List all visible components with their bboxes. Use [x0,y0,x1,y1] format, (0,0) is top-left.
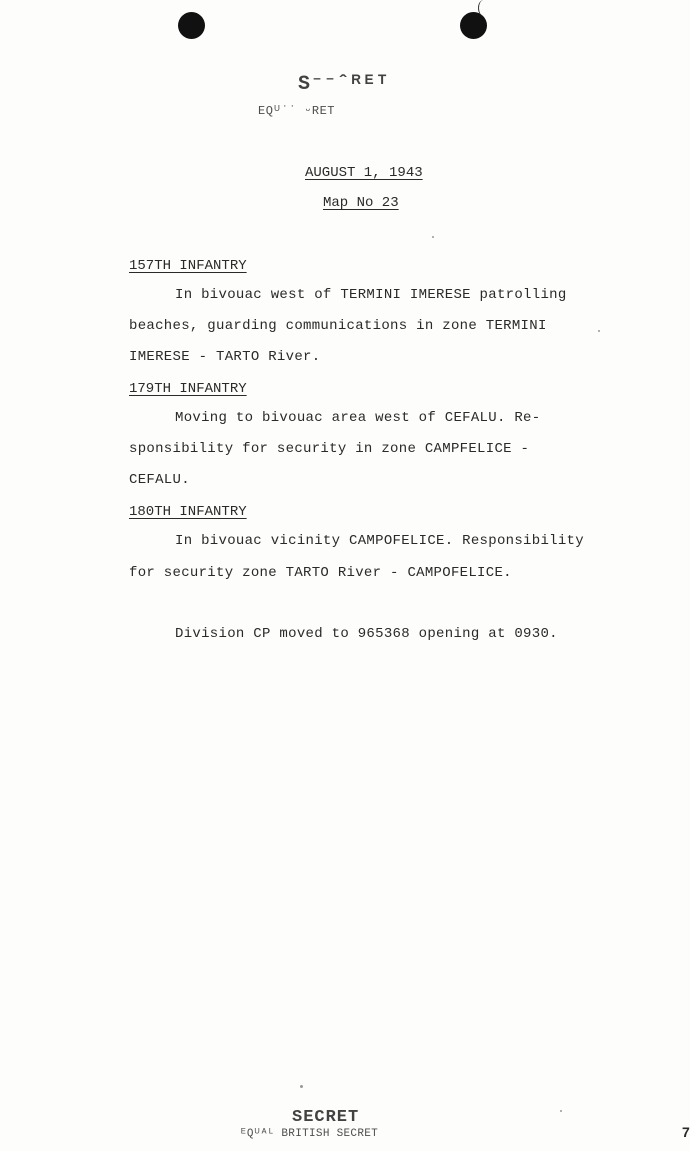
hole-tear-mark [478,0,489,16]
map-number: Map No 23 [323,195,399,211]
section-157th-line-3: IMERESE - TARTO River. [129,349,321,365]
closing-statement: Division CP moved to 965368 opening at 0930. [175,626,558,642]
classification-stamp-bottom: SECRET [292,1108,360,1127]
scan-speck [432,236,434,238]
section-179th-line-1: Moving to bivouac area west of CEFALU. Re- [175,410,541,426]
scan-speck [598,330,600,332]
section-157th-line-2: beaches, guarding communications in zone TERMINI [129,318,547,334]
classification-substamp-bottom: ᴱQᵁᴬᴸ BRITISH SECRET [240,1128,379,1140]
scan-speck [560,1110,562,1112]
punch-hole-left [178,12,205,39]
section-157th-line-1: In bivouac west of TERMINI IMERESE patrolling [175,287,567,303]
classification-substamp-top: EQᵁ˙˙ ᵕRET [258,104,336,118]
section-180th-line-2: for security zone TARTO River - CAMPOFELICE. [129,565,512,581]
section-179th-line-3: CEFALU. [129,472,190,488]
section-heading-180th: 180TH INFANTRY [129,504,247,520]
section-179th-line-2: sponsibility for security in zone CAMPFELICE - [129,441,530,457]
punch-hole-right [460,12,487,39]
section-180th-line-1: In bivouac vicinity CAMPOFELICE. Responsibility [175,533,584,549]
classification-stamp-top: S⁻⁻ˆᴿᴱᵀ [298,73,390,96]
section-heading-157th: 157TH INFANTRY [129,258,247,274]
document-date: AUGUST 1, 1943 [305,165,423,181]
scan-speck [300,1085,303,1088]
page-number: 7 [682,1124,690,1140]
section-heading-179th: 179TH INFANTRY [129,381,247,397]
